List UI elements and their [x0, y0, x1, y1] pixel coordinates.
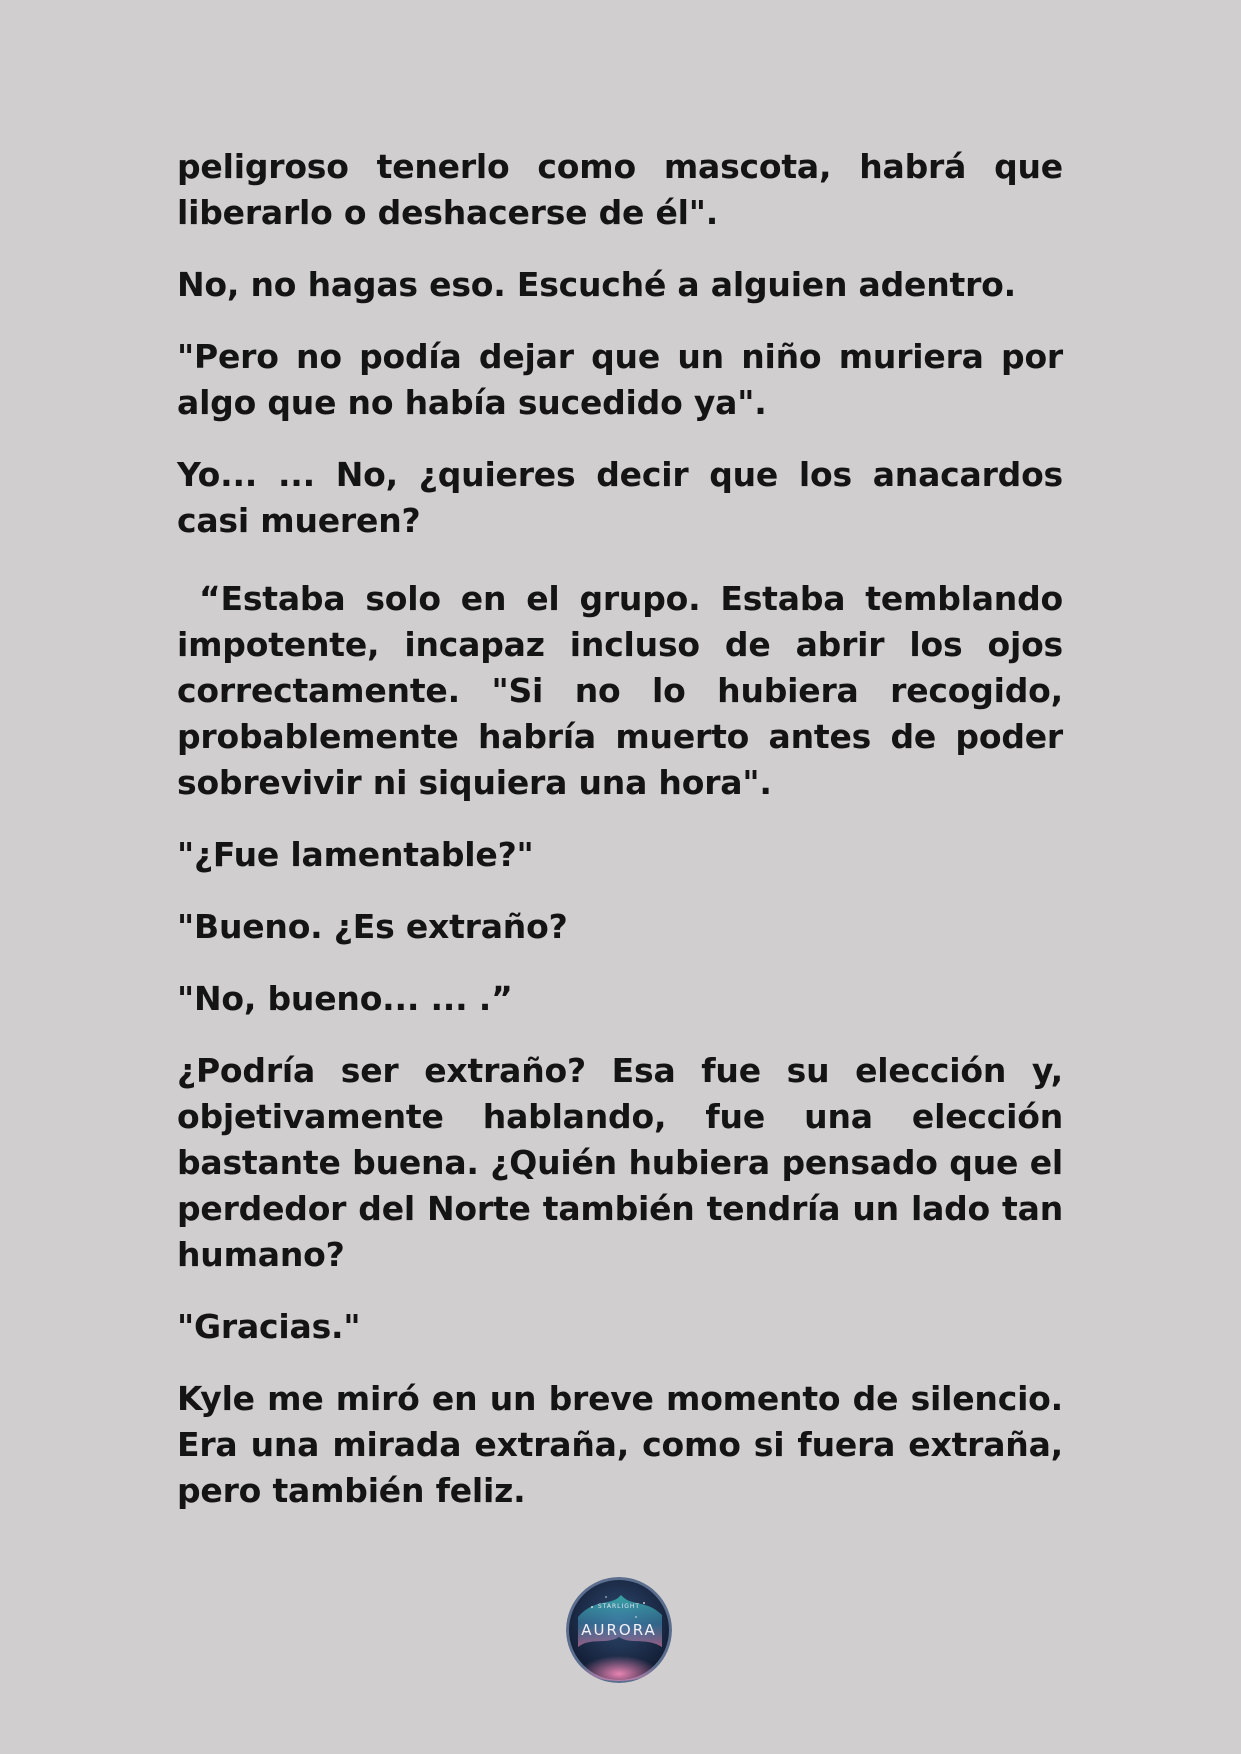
aurora-logo-icon [566, 1577, 672, 1683]
paragraph: No, no hagas eso. Escuché a alguien adentro. [177, 265, 1016, 304]
paragraph: “Estaba solo en el grupo. Estaba temblando impotente, incapaz incluso de abrir los ojos correctamente. "Si no lo hubiera recogido, probablemente habría muerto antes de poder sobrevivir ni siquiera una hora". [177, 579, 1063, 802]
paragraph: ¿Podría ser extraño? Esa fue su elección y, objetivamente hablando, fue una elección bastante buena. ¿Quién hubiera pensado que el perdedor del Norte también tendría un lado tan humano? [177, 1051, 1063, 1274]
paragraph: "Bueno. ¿Es extraño? [177, 907, 568, 946]
logo-subtitle: STARLIGHT [597, 1603, 641, 1610]
paragraph: "Pero no podía dejar que un niño muriera por algo que no había sucedido ya". [177, 337, 1063, 422]
paragraph: "No, bueno... ... .” [177, 979, 513, 1018]
paragraph: Yo... ... No, ¿quieres decir que los anacardos casi mueren? [177, 455, 1063, 540]
paragraph: peligroso tenerlo como mascota, habrá que liberarlo o deshacerse de él". [177, 147, 1063, 232]
paragraph: Kyle me miró en un breve momento de silencio. Era una mirada extraña, como si fuera extraña, pero también feliz. [177, 1379, 1063, 1510]
logo-title: AURORA [581, 1621, 657, 1639]
paragraph: "Gracias." [177, 1307, 361, 1346]
body-text [177, 144, 1063, 1540]
paragraph: "¿Fue lamentable?" [177, 835, 534, 874]
